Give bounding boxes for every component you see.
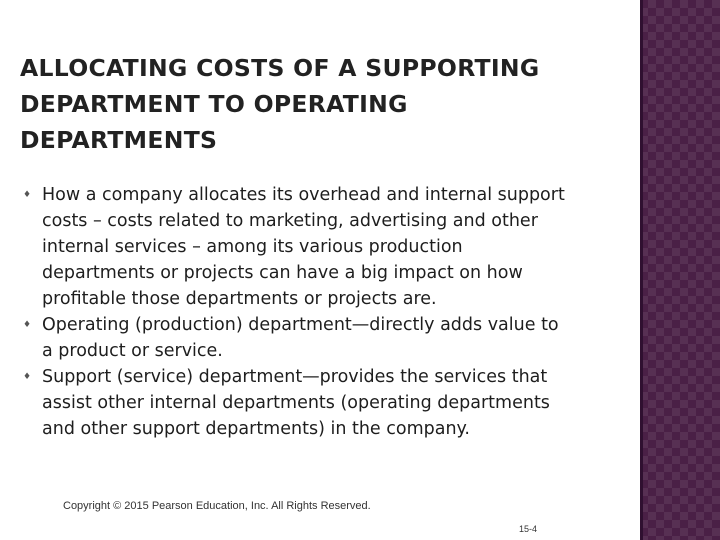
bullet-line: profitable those departments or projects are.: [42, 289, 437, 309]
copyright-notice: Copyright © 2015 Pearson Education, Inc. All Rights Reserved.: [63, 500, 371, 512]
side-band-edge: [640, 0, 643, 540]
bullet-line: and other support departments) in the company.: [42, 419, 470, 439]
bullet-item-operating-department: [20, 312, 635, 364]
small-diamond-bullet-icon: ♦: [22, 320, 32, 330]
slide-title: [20, 50, 620, 158]
decorative-side-band: [640, 0, 720, 540]
bullet-item-support-department: [20, 364, 635, 442]
bullet-text: [42, 312, 635, 364]
bullet-line: internal services – among its various production: [42, 237, 463, 257]
page-number: 15-4: [519, 524, 538, 534]
bullet-item-cost-allocation: [20, 182, 635, 312]
bullet-line: How a company allocates its overhead and internal support: [42, 185, 565, 205]
title-line: DEPARTMENT TO OPERATING: [20, 90, 408, 118]
bullet-text: [42, 364, 635, 442]
bullet-list: [20, 182, 635, 442]
bullet-line: Operating (production) department—directly adds value to: [42, 315, 559, 335]
title-line: ALLOCATING COSTS OF A SUPPORTING: [20, 54, 540, 82]
small-diamond-bullet-icon: ♦: [22, 372, 32, 382]
title-line: DEPARTMENTS: [20, 126, 218, 154]
bullet-line: a product or service.: [42, 341, 223, 361]
small-diamond-bullet-icon: ♦: [22, 190, 32, 200]
bullet-text: [42, 182, 635, 312]
bullet-line: assist other internal departments (operating departments: [42, 393, 550, 413]
bullet-line: costs – costs related to marketing, advertising and other: [42, 211, 538, 231]
bullet-line: Support (service) department—provides the services that: [42, 367, 548, 387]
bullet-line: departments or projects can have a big impact on how: [42, 263, 523, 283]
